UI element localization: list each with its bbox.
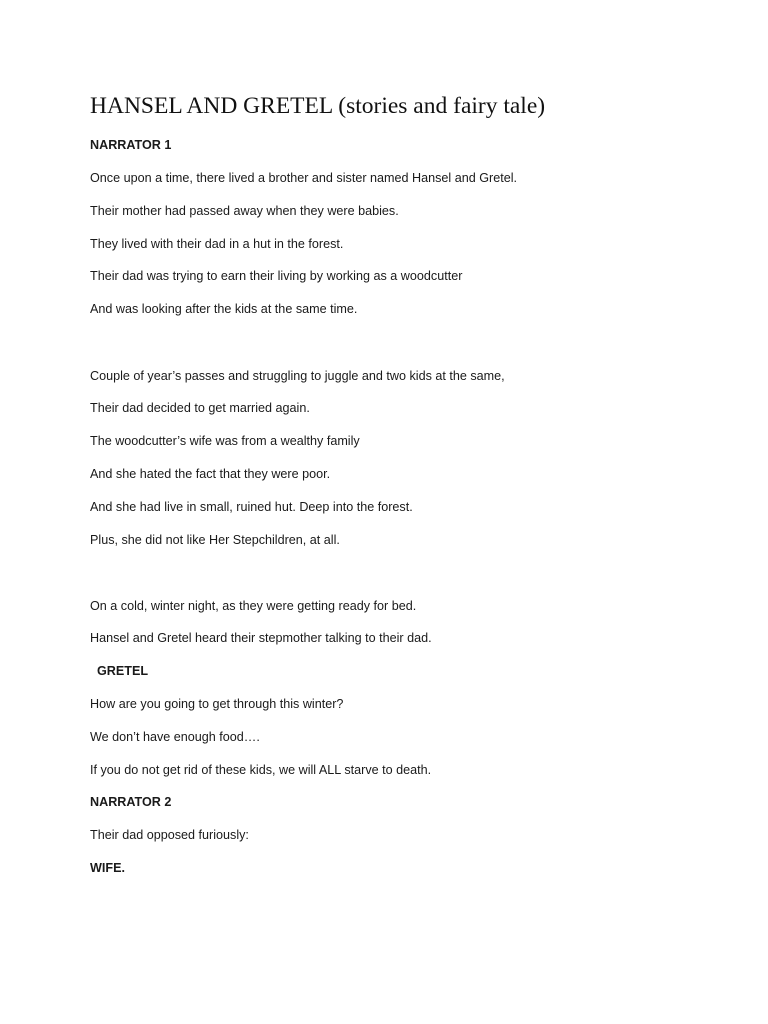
text-line: Their mother had passed away when they were babies. — [90, 204, 399, 218]
text-line: On a cold, winter night, as they were getting ready for bed. — [90, 599, 417, 613]
speaker-label-narrator-2: NARRATOR 2 — [90, 795, 172, 809]
speaker-label-gretel: GRETEL — [97, 664, 149, 678]
speaker-label-wife: WIFE. — [90, 861, 125, 875]
text-line: Couple of year’s passes and struggling to juggle and two kids at the same, — [90, 369, 505, 383]
text-line: Their dad was trying to earn their living by working as a woodcutter — [90, 269, 463, 283]
text-line: Plus, she did not like Her Stepchildren, at all. — [90, 533, 340, 547]
document-title: HANSEL AND GRETEL (stories and fairy tale) — [90, 93, 546, 119]
text-line: And she had live in small, ruined hut. Deep into the forest. — [90, 500, 413, 514]
text-line: Hansel and Gretel heard their stepmother talking to their dad. — [90, 631, 432, 645]
speaker-label-narrator-1: NARRATOR 1 — [90, 138, 172, 152]
text-line: Once upon a time, there lived a brother and sister named Hansel and Gretel. — [90, 171, 518, 185]
text-line: How are you going to get through this winter? — [90, 697, 344, 711]
text-line: If you do not get rid of these kids, we will ALL starve to death. — [90, 763, 432, 777]
text-line: Their dad decided to get married again. — [90, 401, 310, 415]
text-line: We don’t have enough food…. — [90, 730, 260, 744]
text-line: And was looking after the kids at the same time. — [90, 302, 358, 316]
text-line: Their dad opposed furiously: — [90, 828, 249, 842]
text-line: And she hated the fact that they were poor. — [90, 467, 331, 481]
text-line: The woodcutter’s wife was from a wealthy family — [90, 434, 360, 448]
text-line: They lived with their dad in a hut in the forest. — [90, 237, 344, 251]
